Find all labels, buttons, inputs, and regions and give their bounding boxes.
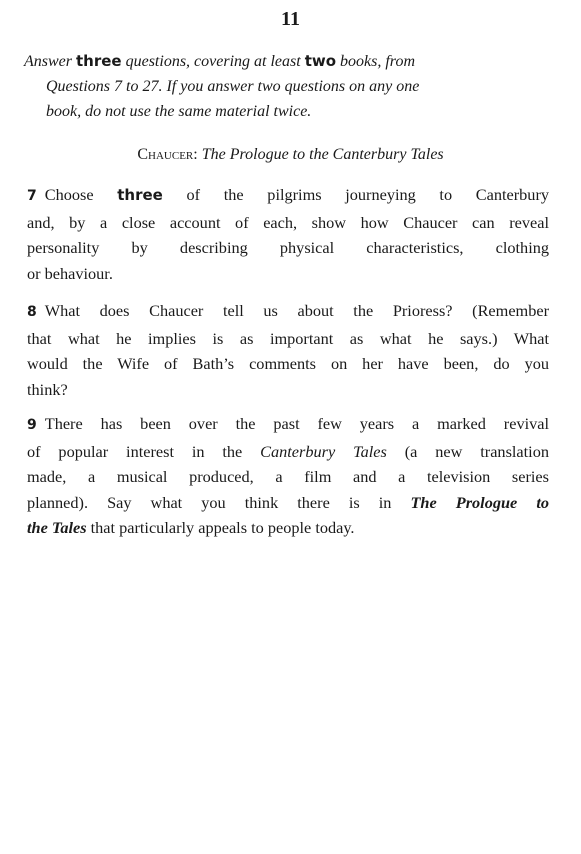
question-9 <box>27 411 549 541</box>
question-8 <box>27 298 549 402</box>
question-line: 8 What does Chaucer tell us about the Prioress? (Remember <box>27 301 549 320</box>
instructions-line-1: Answer three questions, covering at least two books, from <box>24 52 415 70</box>
page-number: 11 <box>281 8 300 30</box>
question-line: 9 There has been over the past few years a marked revival <box>27 414 549 433</box>
question-line: think? <box>27 379 68 399</box>
section-author: Chaucer <box>137 146 194 163</box>
question-line: the Tales that particularly appeals to people today. <box>27 518 355 537</box>
question-7 <box>27 182 549 286</box>
question-line: that what he implies is as important as what he says.) What <box>27 328 549 348</box>
question-line: would the Wife of Bath’s comments on her have been, do you <box>27 354 549 373</box>
question-line: made, a musical produced, a film and a television series <box>27 467 549 486</box>
question-line: 7 Choose three of the pilgrims journeying to Canterbury <box>27 185 550 204</box>
question-number: 8 <box>27 304 37 320</box>
question-line: of popular interest in the Canterbury Tales (a new translation <box>27 441 549 461</box>
instructions-line-2: Questions 7 to 27. If you answer two questions on any one <box>46 78 420 95</box>
question-number: 7 <box>27 188 37 204</box>
question-line: and, by a close account of each, show how Chaucer can reveal <box>27 212 549 232</box>
question-line: or behaviour. <box>27 263 113 283</box>
question-line: personality by describing physical characteristics, clothing <box>27 238 549 257</box>
section-work-title: The Prologue to the Canterbury Tales <box>201 146 444 163</box>
question-line: planned). Say what you think there is in The Prologue to <box>27 492 549 512</box>
instructions-line-3: book, do not use the same material twice. <box>46 103 312 120</box>
exam-instructions <box>24 49 554 124</box>
question-number: 9 <box>27 417 37 433</box>
section-heading: Chaucer: The Prologue to the Canterbury Tales <box>137 146 444 163</box>
